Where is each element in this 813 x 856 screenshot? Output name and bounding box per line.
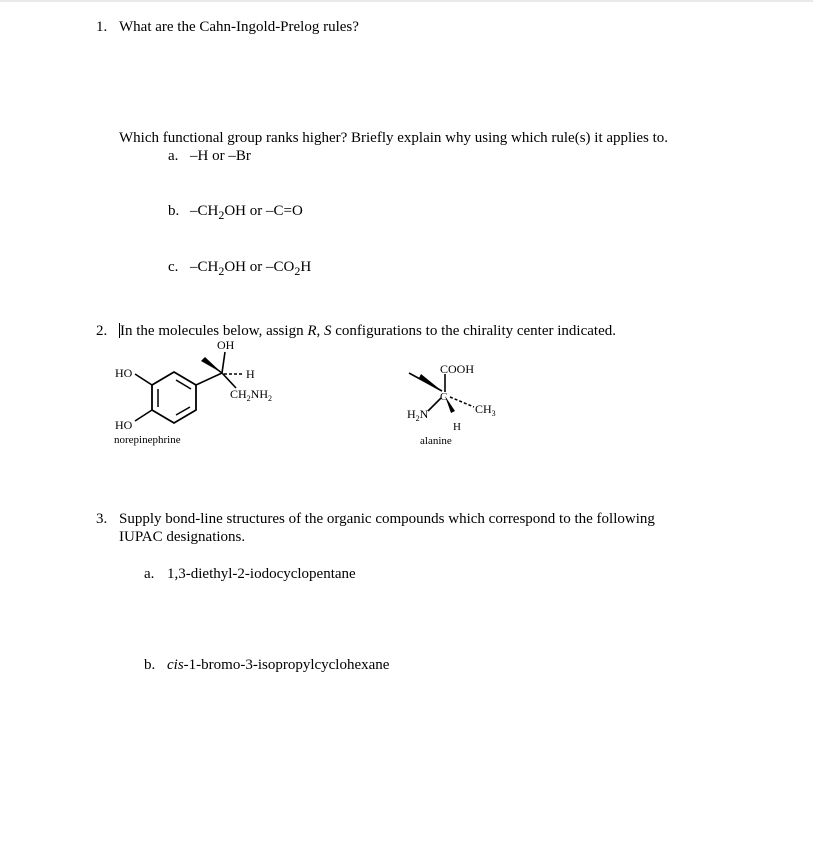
q2-text: In the molecules below, assign R, S configurations to the chirality center indicated. [120, 323, 616, 339]
q1c-text: $-CH_2OH$ or $-CO_2H$ [190, 259, 312, 278]
q1a-text: –H or –Br [190, 148, 251, 164]
norepinephrine-structure [114, 338, 272, 446]
norepinephrine-label: norepinephrine [114, 434, 181, 446]
label-oh: OH [217, 338, 235, 352]
q3b-label: b. [144, 657, 156, 673]
label-h: H [246, 367, 255, 381]
q1-sub-prompt: Which functional group ranks higher? Briefly explain why using which rule(s) it applies to. [119, 130, 669, 146]
q1-text: What are the Cahn-Ingold-Prelog rules? [119, 19, 359, 35]
bond-ring-ho-top [135, 374, 152, 385]
label-ch3: $CH_3$ [475, 402, 496, 418]
q3-line2: IUPAC designations. [119, 529, 246, 545]
q1a-label: a. [168, 148, 179, 164]
q3a-text: 1,3-diethyl-2-iodocyclopentane [167, 566, 356, 582]
stereocenter-arrow-shaft-2 [409, 373, 442, 391]
label-h2n: $H_2N$ [407, 407, 429, 423]
bond-ring-stereocenter [196, 373, 222, 385]
label-h-alanine: H [453, 421, 461, 433]
q1b-text: $-CH_2OH$ or –C=O [190, 203, 303, 222]
q3-number: 3. [96, 511, 108, 527]
hash-bond-ch3 [450, 397, 474, 407]
bond-ring-ho-bottom [135, 410, 152, 421]
alanine-label: alanine [420, 435, 452, 447]
q3a-label: a. [144, 566, 155, 582]
q3b-text: cis-1-bromo-3-isopropylcyclohexane [167, 657, 390, 673]
label-ho-top: HO [115, 366, 133, 380]
stereocenter-arrow-shaft [203, 359, 222, 373]
label-ch2nh2: $CH_2NH_2$ [230, 387, 273, 403]
q1b-label: b. [168, 203, 180, 219]
bond-stereocenter-ch2nh2 [222, 373, 236, 388]
q1-number: 1. [96, 19, 108, 35]
alanine-structure [407, 362, 496, 447]
q3-line1: Supply bond-line structures of the organic compounds which correspond to the following [119, 511, 655, 527]
label-cooh: COOH [440, 362, 475, 376]
label-ho-bottom: HO [115, 418, 133, 432]
bond-stereocenter-oh [222, 352, 225, 373]
q1c-label: c. [168, 259, 179, 275]
label-c: C [440, 391, 448, 403]
q2-number: 2. [96, 323, 108, 339]
